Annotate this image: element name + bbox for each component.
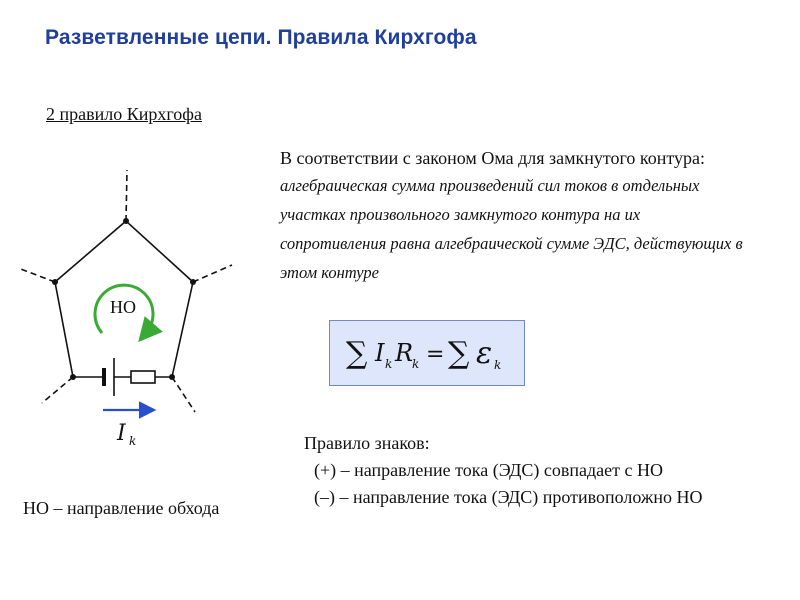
explanation-block <box>280 148 780 287</box>
sign-rule-plus: (+) – направление тока (ЭДС) совпадает с НО <box>314 460 663 480</box>
resistance-symbol: R <box>395 339 414 367</box>
node-bottom-right <box>169 374 175 380</box>
page-title: Разветвленные цепи. Правила Кирхгофа <box>45 26 477 49</box>
node-left <box>52 279 58 285</box>
current-label: I <box>117 421 126 446</box>
current-symbol: I <box>375 339 385 367</box>
branch-bottom-left <box>42 377 73 403</box>
sign-rules-heading: Правило знаков: <box>304 433 430 453</box>
current-label-subscript: k <box>129 434 137 448</box>
legend-text: НО – направление обхода <box>23 498 220 518</box>
explanation-statement: алгебраическая сумма произведений сил токов в отдельных участках произвольного замкнутого контура на их сопротивления равна алгебраической сумме ЭДС, действующих в этом контуре <box>280 176 743 282</box>
kirchhoff-formula-box <box>329 320 525 386</box>
current-subscript: k <box>385 357 393 371</box>
node-right <box>190 279 196 285</box>
wire-top-left <box>55 221 126 282</box>
sum-symbol-left: ∑ <box>346 336 368 371</box>
resistance-subscript: k <box>412 357 420 371</box>
emf-subscript: k <box>494 358 502 372</box>
loop-label: НО <box>110 297 136 317</box>
resistor-symbol <box>131 371 155 383</box>
node-top <box>123 218 129 224</box>
explanation-lead: В соответствии с законом Ома для замкнутого контура: <box>280 148 706 168</box>
branch-top <box>126 170 127 221</box>
sign-rule-minus: (–) – направление тока (ЭДС) противоположно НО <box>314 487 703 507</box>
section-subtitle: 2 правило Кирхгофа <box>46 104 202 124</box>
equals-sign: = <box>426 342 445 367</box>
circuit-diagram <box>0 150 260 460</box>
sign-rules <box>304 430 703 511</box>
wire-left <box>55 282 73 377</box>
emf-symbol: ε <box>476 336 493 371</box>
branch-right <box>193 265 232 282</box>
node-bottom-left <box>70 374 76 380</box>
branch-left <box>18 268 55 282</box>
sum-symbol-right: ∑ <box>448 336 470 371</box>
branch-bottom-right <box>172 377 195 412</box>
wire-right <box>172 282 193 377</box>
wire-top-right <box>126 221 193 282</box>
